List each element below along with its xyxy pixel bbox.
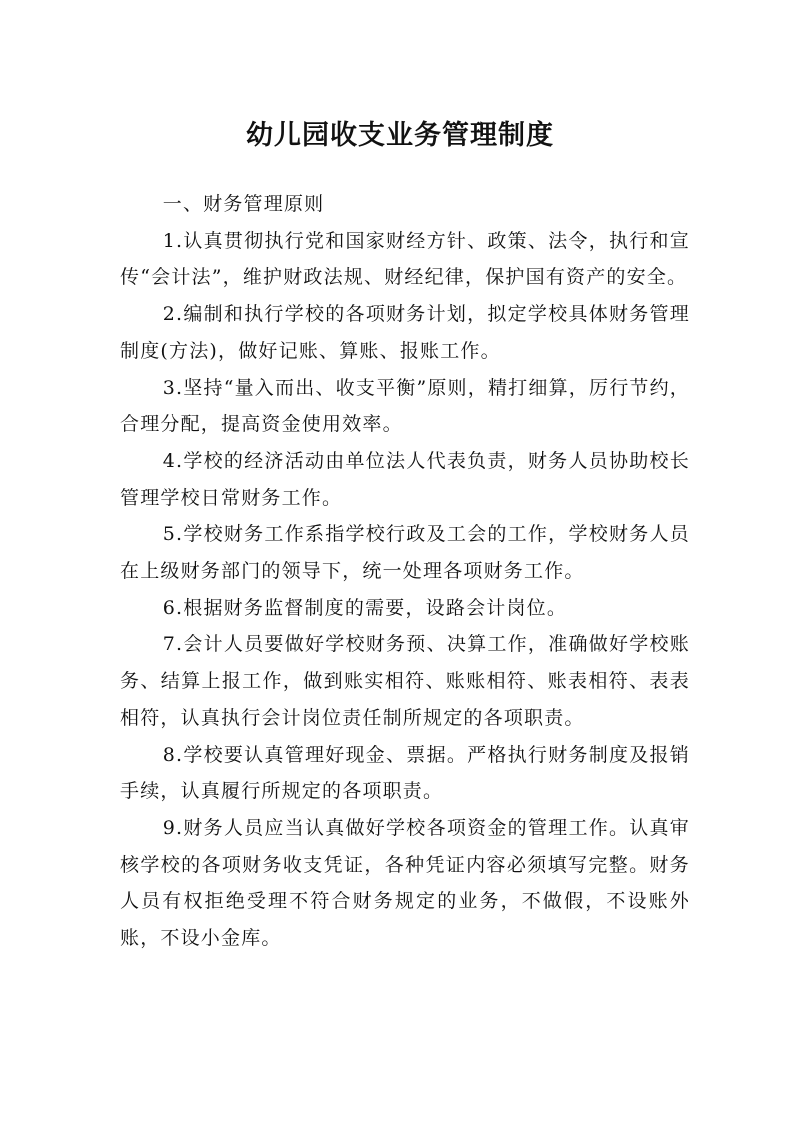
- section-heading: 一、财务管理原则: [162, 193, 325, 215]
- paragraph-7: 7.会计人员要做好学校财务预、决算工作，准确做好学校账务、结算上报工作，做到账实相符、账账相符、账表相符、表表相符，认真执行会计岗位责任制所规定的各项职责。: [120, 633, 690, 729]
- paragraph-4: 4.学校的经济活动由单位法人代表负责，财务人员协助校长管理学校日常财务工作。: [120, 449, 690, 509]
- document-title: 幼儿园收支业务管理制度: [246, 120, 554, 152]
- paragraph-6: 6.根据财务监督制度的需要，设路会计岗位。: [162, 596, 568, 619]
- paragraph-9: 9.财务人员应当认真做好学校各项资金的管理工作。认真审核学校的各项财务收支凭证，各种凭证内容必须填写完整。财务人员有权拒绝受理不符合财务规定的业务，不做假，不设账外账，不设小金库。: [120, 816, 690, 950]
- paragraph-5: 5.学校财务工作系指学校行政及工会的工作，学校财务人员在上级财务部门的领导下，统一处理各项财务工作。: [120, 523, 690, 583]
- paragraph-1: 1.认真贯彻执行党和国家财经方针、政策、法令，执行和宣传“会计法”，维护财政法规、财经纪律，保护国有资产的安全。: [120, 229, 690, 289]
- document-body: [120, 186, 690, 957]
- paragraph-2: 2.编制和执行学校的各项财务计划，拟定学校具体财务管理制度(方法)，做好记账、算账、报账工作。: [120, 303, 690, 362]
- paragraph-3: 3.坚持“量入而出、收支平衡”原则，精打细算，厉行节约，合理分配，提高资金使用效率。: [120, 376, 690, 436]
- paragraph-8: 8.学校要认真管理好现金、票据。严格执行财务制度及报销手续，认真履行所规定的各项职责。: [120, 743, 690, 803]
